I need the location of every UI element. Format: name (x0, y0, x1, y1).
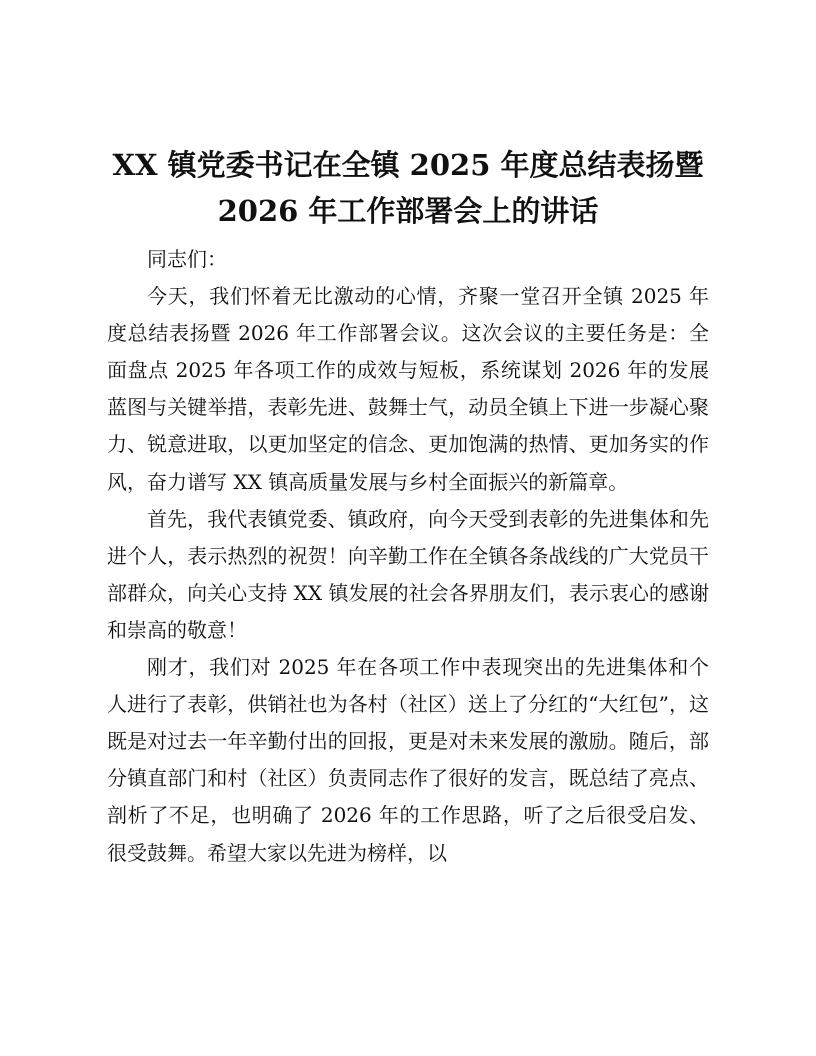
paragraph-thanks: 首先，我代表镇党委、镇政府，向今天受到表彰的先进集体和先进个人，表示热烈的祝贺！向辛勤工作在全镇各条战线的广大党员干部群众，向关心支持 XX 镇发展的社会各界朋友们，表示衷心的感谢和崇高的敬意！ (107, 506, 709, 642)
document-title-line-2: 2026 年工作部署会上的讲话 (217, 194, 599, 228)
paragraph-opening: 今天，我们怀着无比激动的心情，齐聚一堂召开全镇 2025 年度总结表扬暨 2026 年工作部署会议。这次会议的主要任务是：全面盘点 2025 年各项工作的成效与短板，系统谋划 2026 年的发展蓝图与关键举措，表彰先进、鼓舞士气，动员全镇上下进一步凝心聚力、锐意进取，以更加坚定的信念、更加饱满的热情、更加务实的作风，奋力谱写 XX 镇高质量发展与乡村全面振兴的新篇章。 (107, 284, 709, 494)
paragraph-review: 刚才，我们对 2025 年在各项工作中表现突出的先进集体和个人进行了表彰，供销社也为各村（社区）送上了分红的“大红包”，这既是对过去一年辛勤付出的回报，更是对未来发展的激励。随后，部分镇直部门和村（社区）负责同志作了很好的发言，既总结了亮点、剖析了不足，也明确了 2026 年的工作思路，听了之后很受启发、很受鼓舞。希望大家以先进为榜样，以 (107, 655, 709, 865)
greeting: 同志们： (147, 247, 227, 271)
document-body (107, 241, 709, 872)
document-title-line-1: XX 镇党委书记在全镇 2025 年度总结表扬暨 (112, 148, 704, 182)
